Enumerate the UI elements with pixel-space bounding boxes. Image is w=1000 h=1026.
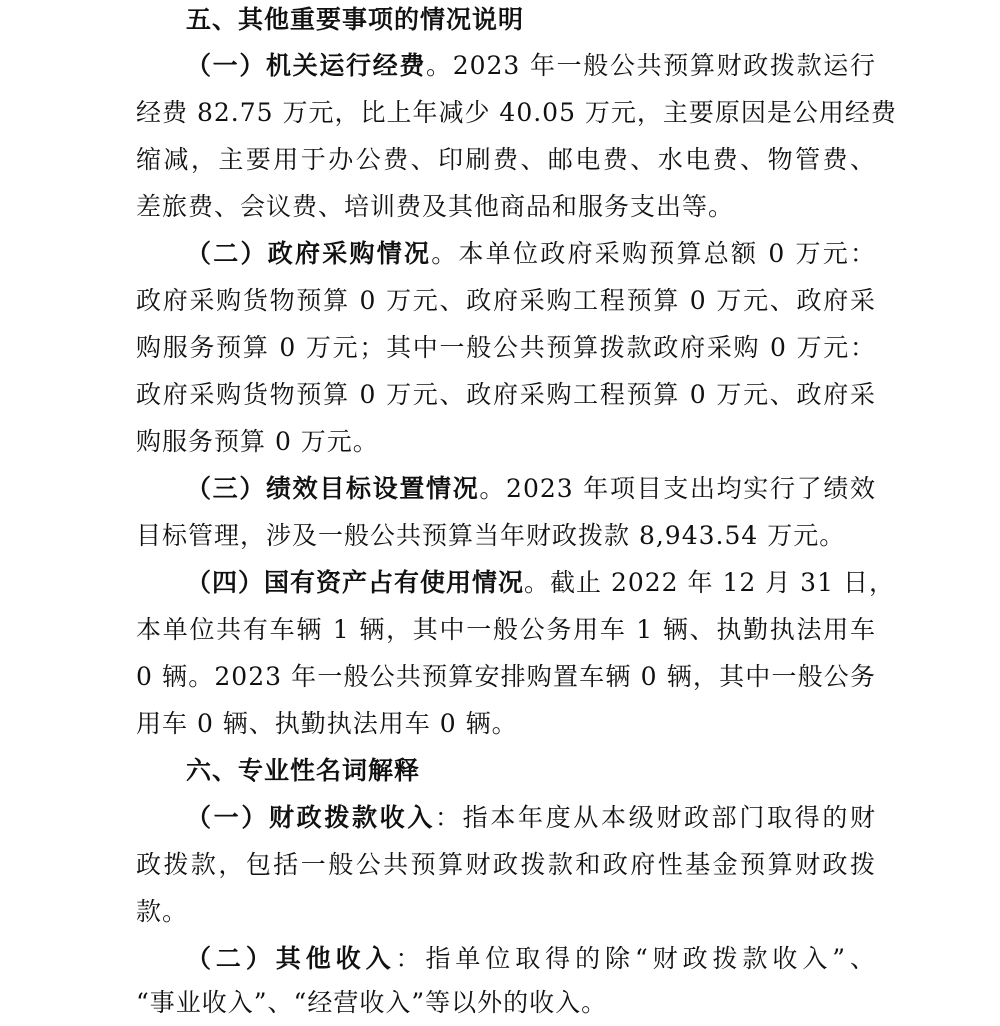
paragraph-5-lead: （一）财政拨款收入 — [186, 803, 435, 832]
paragraph-2-line-1: （二）政府采购情况。本单位政府采购预算总额 0 万元： — [186, 239, 876, 268]
paragraph-2-line-2: 政府采购货物预算 0 万元、政府采购工程预算 0 万元、政府采 — [136, 286, 876, 315]
paragraph-4-line-4: 用车 0 辆、执勤执法用车 0 辆。 — [136, 709, 518, 738]
section-heading-6: 六、专业性名词解释 — [186, 756, 421, 785]
paragraph-5-line-1: （一）财政拨款收入：指本年度从本级财政部门取得的财 — [186, 803, 876, 832]
paragraph-6-line-2: “事业收入”、“经营收入”等以外的收入。 — [136, 988, 608, 1017]
paragraph-6-line-1: （二）其他收入：指单位取得的除“财政拨款收入”、 — [186, 944, 876, 973]
paragraph-5-line-2: 政拨款，包括一般公共预算财政拨款和政府性基金预算财政拨 — [136, 850, 876, 879]
paragraph-4-line-1: （四）国有资产占有使用情况。截止 2022 年 12 月 31 日， — [186, 568, 895, 597]
paragraph-1-line-4: 差旅费、会议费、培训费及其他商品和服务支出等。 — [136, 192, 735, 221]
paragraph-4-line-2: 本单位共有车辆 1 辆，其中一般公务用车 1 辆、执勤执法用车 — [136, 615, 876, 644]
paragraph-2-line-5: 购服务预算 0 万元。 — [136, 427, 379, 456]
paragraph-5-line-3: 款。 — [136, 897, 189, 926]
paragraph-2-line-4: 政府采购货物预算 0 万元、政府采购工程预算 0 万元、政府采 — [136, 380, 876, 409]
paragraph-3-line-1: （三）绩效目标设置情况。2023 年项目支出均实行了绩效 — [186, 474, 876, 503]
paragraph-1-lead: （一）机关运行经费 — [186, 51, 427, 80]
paragraph-6-lead: （二）其他收入 — [186, 944, 396, 973]
paragraph-2-line-3: 购服务预算 0 万元；其中一般公共预算拨款政府采购 0 万元： — [136, 333, 876, 362]
paragraph-4-lead: （四）国有资产占有使用情况 — [186, 568, 525, 597]
paragraph-1-line-1: （一）机关运行经费。2023 年一般公共预算财政拨款运行 — [186, 51, 876, 80]
paragraph-1-line-3: 缩减，主要用于办公费、印刷费、邮电费、水电费、物管费、 — [136, 145, 876, 174]
paragraph-4-line-3: 0 辆。2023 年一般公共预算安排购置车辆 0 辆，其中一般公务 — [136, 662, 876, 691]
paragraph-3-line-2: 目标管理，涉及一般公共预算当年财政拨款 8,943.54 万元。 — [136, 521, 846, 550]
paragraph-2-lead: （二）政府采购情况 — [186, 239, 432, 268]
paragraph-3-lead: （三）绩效目标设置情况 — [186, 474, 480, 503]
section-heading-5: 五、其他重要事项的情况说明 — [186, 5, 525, 34]
paragraph-1-line-2: 经费 82.75 万元，比上年减少 40.05 万元，主要原因是公用经费 — [136, 98, 897, 127]
